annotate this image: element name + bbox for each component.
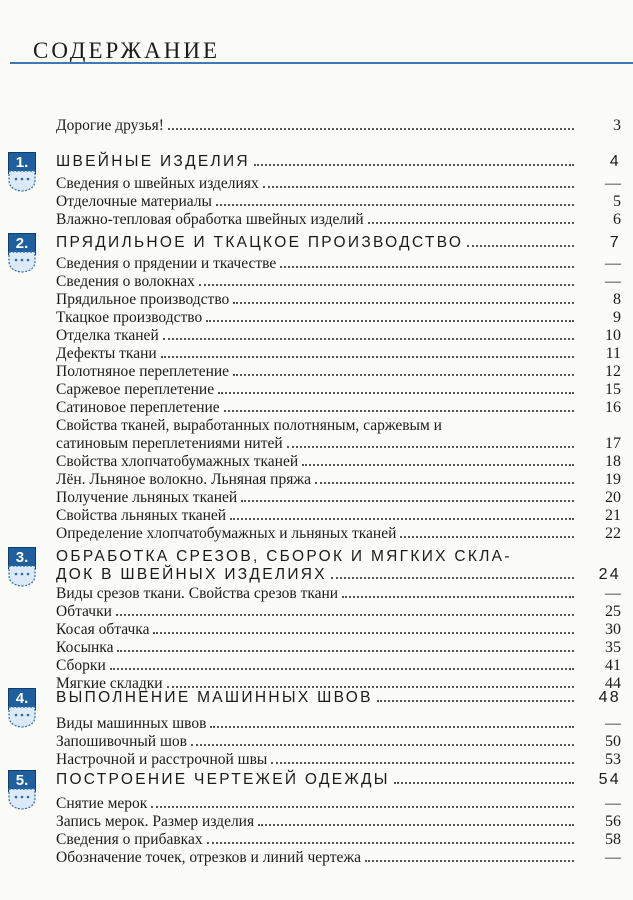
toc-entry[interactable] <box>56 308 621 328</box>
toc-entry-page: 35 <box>605 639 621 656</box>
leader-dots <box>377 700 574 702</box>
pocket-icon <box>8 251 38 273</box>
toc-entry[interactable] <box>56 272 621 292</box>
toc-entry-page: 53 <box>605 751 621 768</box>
toc-entry-title: Ткацкое производство <box>56 309 203 326</box>
toc-entry-title: Косынка <box>56 639 114 656</box>
section-1[interactable] <box>56 152 621 172</box>
leader-dots <box>191 744 574 746</box>
toc-entry[interactable] <box>56 732 621 752</box>
toc-entry-title: Отделка тканей <box>56 327 159 344</box>
toc-entry-page: 20 <box>605 489 621 506</box>
toc-entry[interactable] <box>56 714 621 734</box>
section-4-title: ВЫПОЛНЕНИЕ МАШИННЫХ ШВОВ <box>56 689 373 706</box>
toc-entry-page: 6 <box>613 211 621 228</box>
toc-entry-page: 11 <box>605 345 621 362</box>
leader-dots <box>163 338 574 340</box>
section-5-page: 54 <box>598 771 621 788</box>
toc-entry-title: Косая обтачка <box>56 621 150 638</box>
toc-entry-title: Дефекты ткани <box>56 345 157 362</box>
toc-entry-title: Определение хлопчатобумажных и льняных тканей <box>56 525 397 542</box>
leader-dots <box>206 320 574 322</box>
toc-entry-title: Саржевое переплетение <box>56 381 215 398</box>
section-1-badge <box>8 152 42 194</box>
section-2[interactable] <box>56 233 621 253</box>
section-4[interactable] <box>56 688 621 708</box>
toc-entry-title: Запошивочный шов <box>56 733 187 750</box>
leader-dots <box>241 500 574 502</box>
leader-dots <box>216 204 574 206</box>
toc-entry[interactable] <box>56 344 621 364</box>
page-title: СОДЕРЖАНИЕ <box>33 38 221 63</box>
toc-entry-title: Обтачки <box>56 603 112 620</box>
leader-dots <box>151 806 574 808</box>
toc-entry-title: Снятие мерок <box>56 795 148 812</box>
section-3-title-line1[interactable]: ОБРАБОТКА СРЕЗОВ, СБОРОК И МЯГКИХ СКЛА- <box>56 548 512 565</box>
section-3-page: 24 <box>598 566 621 583</box>
toc-entry[interactable] <box>56 524 621 544</box>
toc-entry-title: Виды срезов ткани. Свойства срезов ткани <box>56 585 339 602</box>
toc-entry-title: Лён. Льняное волокно. Льняная пряжа <box>56 471 311 488</box>
toc-entry-page: — <box>605 585 621 602</box>
leader-dots <box>233 302 574 304</box>
leader-dots <box>230 518 574 520</box>
toc-entry-title: Настрочной и расстрочной швы <box>56 751 268 768</box>
toc-entry-page: 22 <box>605 525 621 542</box>
section-4-page: 48 <box>598 689 621 706</box>
section-number: 4. <box>8 688 36 710</box>
toc-entry-page: 12 <box>605 363 621 380</box>
section-2-page: 7 <box>609 234 621 251</box>
leader-dots <box>394 782 574 784</box>
toc-entry-page: 18 <box>605 453 621 470</box>
toc-entry-intro[interactable] <box>56 116 621 136</box>
toc-entry[interactable] <box>56 602 621 622</box>
toc-entry[interactable] <box>56 506 621 526</box>
toc-entry[interactable] <box>56 750 621 770</box>
toc-entry-page: 30 <box>605 621 621 638</box>
toc-entry[interactable] <box>56 830 621 850</box>
toc-entry-page: — <box>605 849 621 866</box>
toc-entry-page: 10 <box>605 327 621 344</box>
leader-dots <box>315 482 574 484</box>
toc-entry-title: Сведения о швейных изделиях <box>56 175 259 192</box>
toc-entry-page: — <box>605 273 621 290</box>
leader-dots <box>271 762 574 764</box>
pocket-icon <box>8 706 38 728</box>
toc-entry-title: Получение льняных тканей <box>56 489 238 506</box>
toc-entry-title: Запись мерок. Размер изделия <box>56 813 255 830</box>
toc-entry-title: Влажно-тепловая обработка швейных изделий <box>56 211 364 228</box>
section-4-badge <box>8 688 42 730</box>
leader-dots <box>153 632 574 634</box>
pocket-icon <box>8 170 38 192</box>
toc-entry-title: Сатиновое переплетение <box>56 399 220 416</box>
pocket-icon <box>8 788 38 810</box>
toc-entry-page: 17 <box>605 435 621 452</box>
leader-dots <box>400 536 574 538</box>
pocket-icon <box>8 565 38 587</box>
leader-dots <box>254 164 574 166</box>
leader-dots <box>210 726 574 728</box>
toc-entry-title: Отделочные материалы <box>56 193 212 210</box>
leader-dots <box>280 266 574 268</box>
toc-entry-title: Сведения о прибавках <box>56 831 203 848</box>
section-3-badge <box>8 547 42 589</box>
toc-entry[interactable] <box>56 848 621 868</box>
section-number: 3. <box>8 547 36 569</box>
toc-entry-page: 41 <box>605 657 621 674</box>
toc-entry[interactable] <box>56 812 621 832</box>
section-1-page: 4 <box>609 153 621 170</box>
leader-dots <box>218 392 574 394</box>
toc-entry-title: сатиновым переплетениями нитей <box>56 435 283 452</box>
toc-entry[interactable] <box>56 452 621 472</box>
leader-dots <box>168 128 574 130</box>
leader-dots <box>467 245 574 247</box>
toc-entry[interactable] <box>56 380 621 400</box>
toc-entry-page: 16 <box>605 399 621 416</box>
toc-entry-page: — <box>605 795 621 812</box>
toc-entry-intro-page: 3 <box>613 117 621 134</box>
toc-entry-title: Полотняное переплетение <box>56 363 230 380</box>
leader-dots <box>368 222 574 224</box>
leader-dots <box>110 668 574 670</box>
leader-dots <box>161 356 574 358</box>
section-2-badge <box>8 233 42 275</box>
toc-entry-line1[interactable]: Свойства тканей, выработанных полотняным, саржевым и <box>56 417 442 434</box>
toc-entry-page: 50 <box>605 733 621 750</box>
toc-entry[interactable] <box>56 584 621 604</box>
toc-entry-page: 44 <box>605 675 621 692</box>
toc-entry-title: Сведения о волокнах <box>56 273 195 290</box>
toc-entry[interactable] <box>56 174 621 194</box>
toc-entry[interactable] <box>56 638 621 658</box>
toc-entry-title: Свойства льняных тканей <box>56 507 227 524</box>
leader-dots <box>233 374 574 376</box>
section-5-title: ПОСТРОЕНИЕ ЧЕРТЕЖЕЙ ОДЕЖДЫ <box>56 771 390 788</box>
toc-entry-page: 21 <box>605 507 621 524</box>
leader-dots <box>116 614 574 616</box>
leader-dots <box>263 186 574 188</box>
section-number: 5. <box>8 770 36 792</box>
toc-entry-page: — <box>605 175 621 192</box>
leader-dots <box>331 577 574 579</box>
leader-dots <box>287 446 574 448</box>
section-number: 2. <box>8 233 36 255</box>
toc-entry[interactable] <box>56 362 621 382</box>
toc-entry[interactable] <box>56 326 621 346</box>
leader-dots <box>207 842 574 844</box>
toc-entry-intro-title: Дорогие друзья! <box>56 117 164 134</box>
toc-entry-title: Свойства хлопчатобумажных тканей <box>56 453 299 470</box>
leader-dots <box>117 650 574 652</box>
leader-dots <box>365 860 574 862</box>
toc-entry[interactable] <box>56 254 621 274</box>
section-2-title: ПРЯДИЛЬНОЕ И ТКАЦКОЕ ПРОИЗВОДСТВО <box>56 234 464 251</box>
leader-dots <box>258 824 574 826</box>
toc-entry[interactable] <box>56 290 621 310</box>
toc-entry[interactable] <box>56 434 621 454</box>
section-number: 1. <box>8 152 36 174</box>
toc-entry-page: 5 <box>613 193 621 210</box>
toc-entry[interactable] <box>56 192 621 212</box>
section-3[interactable] <box>56 565 621 585</box>
toc-entry-title: Сборки <box>56 657 106 674</box>
toc-entry-title: Мягкие складки <box>56 675 163 692</box>
toc-entry-page: — <box>605 715 621 732</box>
leader-dots <box>342 596 574 598</box>
toc-entry[interactable] <box>56 656 621 676</box>
section-3-title: ДОК В ШВЕЙНЫХ ИЗДЕЛИЯХ <box>56 566 327 583</box>
toc-entry-title: Виды машинных швов <box>56 715 207 732</box>
toc-entry[interactable] <box>56 470 621 490</box>
toc-entry-page: — <box>605 255 621 272</box>
toc-entry-page: 8 <box>613 291 621 308</box>
toc-entry-title: Сведения о прядении и ткачестве <box>56 255 277 272</box>
toc-entry[interactable] <box>56 620 621 640</box>
toc-entry-page: 25 <box>605 603 621 620</box>
toc-entry[interactable] <box>56 488 621 508</box>
toc-entry[interactable] <box>56 210 621 230</box>
toc-entry[interactable] <box>56 794 621 814</box>
toc-entry-page: 19 <box>605 471 621 488</box>
section-1-title: ШВЕЙНЫЕ ИЗДЕЛИЯ <box>56 153 250 170</box>
toc-entry-page: 56 <box>605 813 621 830</box>
toc-entry[interactable] <box>56 398 621 418</box>
section-5-badge <box>8 770 42 812</box>
section-5[interactable] <box>56 770 621 790</box>
leader-dots <box>199 284 574 286</box>
leader-dots <box>302 464 574 466</box>
leader-dots <box>224 410 574 412</box>
toc-entry-page: 9 <box>613 309 621 326</box>
toc-entry-title: Прядильное производство <box>56 291 230 308</box>
toc-entry-title: Обозначение точек, отрезков и линий чертежа <box>56 849 361 866</box>
toc-entry-page: 15 <box>605 381 621 398</box>
title-rule <box>10 62 633 64</box>
toc-entry-page: 58 <box>605 831 621 848</box>
